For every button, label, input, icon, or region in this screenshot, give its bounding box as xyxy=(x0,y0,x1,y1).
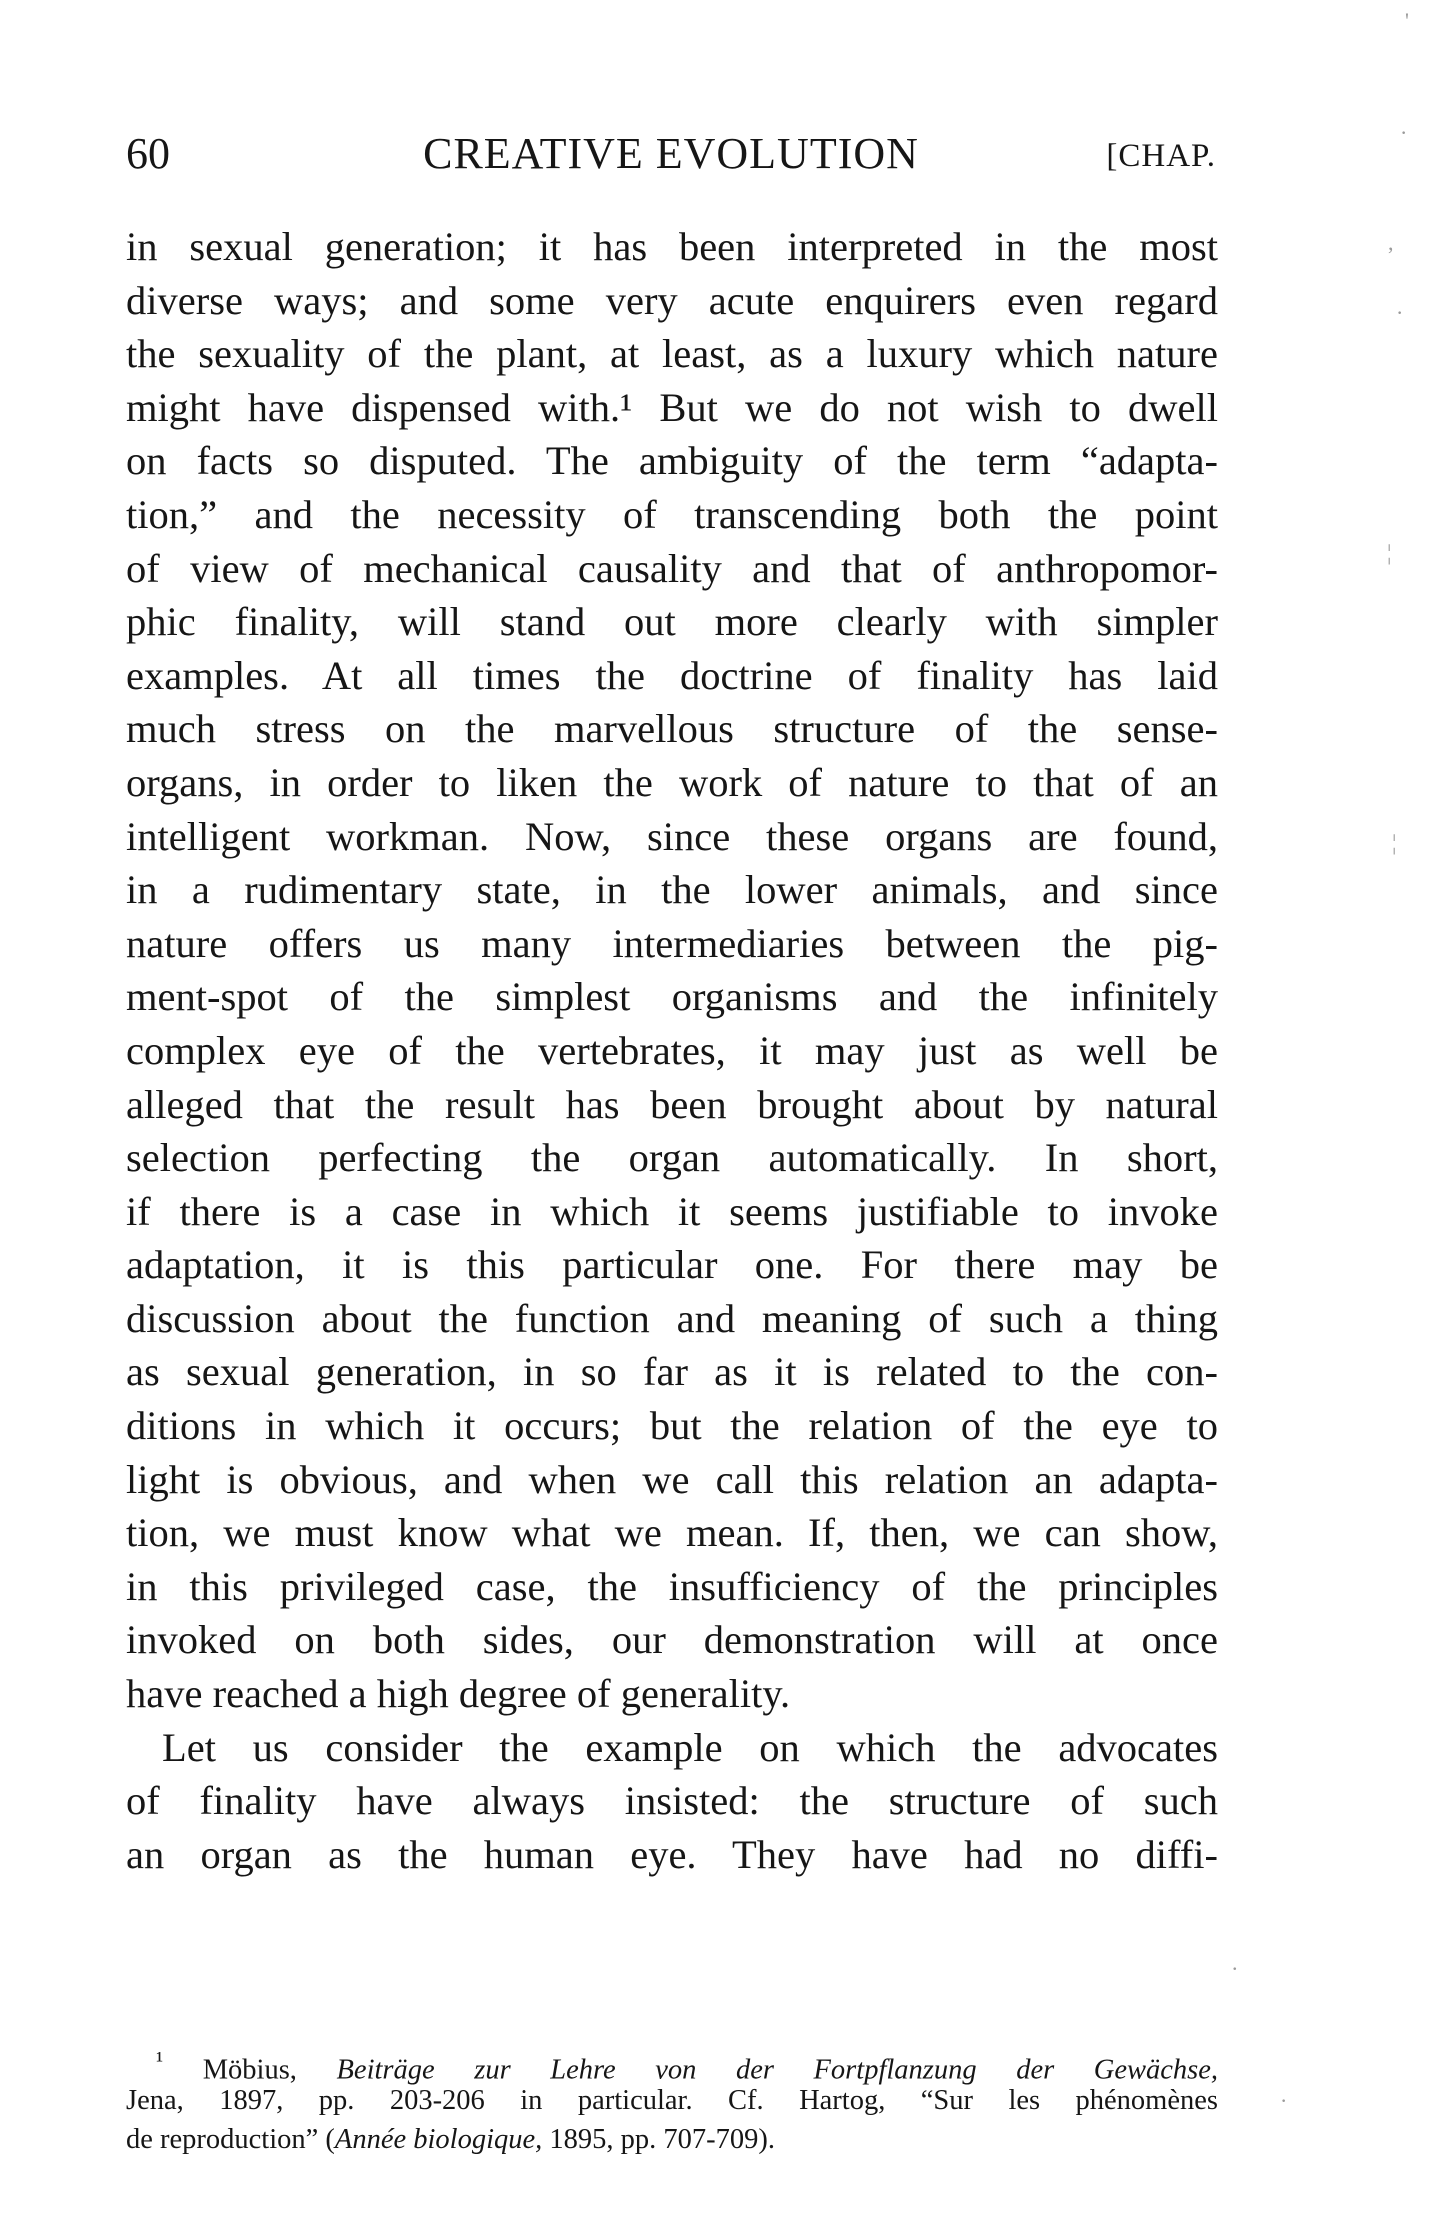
text-line: diverse ways; and some very acute enquirers even regard xyxy=(126,277,1218,323)
text-line: the sexuality of the plant, at least, as a luxury which nature xyxy=(126,331,1218,377)
footnote-journal: Année biologique, xyxy=(334,2124,543,2155)
text-line: of view of mechanical causality and that of anthropomor- xyxy=(126,545,1218,591)
text-line: tion,” and the necessity of transcending both the point xyxy=(126,491,1218,537)
text-line: on facts so disputed. The ambiguity of the term “adapta- xyxy=(126,438,1218,484)
footnote-line xyxy=(126,2120,1218,2159)
page-header xyxy=(126,128,1216,188)
text-line: alleged that the result has been brought about by natural xyxy=(126,1081,1218,1127)
footnote-text: 1895, pp. 707-709). xyxy=(542,2124,776,2155)
footnote-marker: ¹ xyxy=(156,2048,164,2074)
footnote-title: Beiträge zur Lehre von der Fortpflanzung der Gewächse, xyxy=(336,2054,1219,2086)
scan-speck: · xyxy=(1280,2088,1288,2113)
text-line: selection perfecting the organ automatically. In short, xyxy=(126,1135,1218,1181)
footnote-line xyxy=(126,2042,1219,2086)
text-line: nature offers us many intermediaries between the pig- xyxy=(126,920,1218,966)
scan-speck: ¦ xyxy=(1392,830,1397,855)
text-line: of finality have always insisted: the structure of such xyxy=(126,1778,1218,1824)
scan-speck: ¦ xyxy=(1387,540,1392,565)
scan-speck: · xyxy=(1396,300,1404,325)
text-line: if there is a case in which it seems justifiable to invoke xyxy=(126,1188,1218,1234)
text-line: much stress on the marvellous structure of the sense- xyxy=(126,706,1218,752)
text-line: might have dispensed with.¹ But we do not wish to dwell xyxy=(126,384,1218,430)
chapter-tag: [CHAP. xyxy=(1106,138,1216,174)
paragraph-end-line: have reached a high degree of generality. xyxy=(126,1671,791,1717)
text-line: light is obvious, and when we call this relation an adapta- xyxy=(126,1456,1218,1502)
text-line: ditions in which it occurs; but the relation of the eye to xyxy=(126,1403,1218,1449)
text-line: discussion about the function and meaning of such a thing xyxy=(126,1295,1218,1341)
footnote-line: Jena, 1897, pp. 203-206 in particular. Cf. Hartog, “Sur les phénomènes xyxy=(126,2085,1218,2116)
scan-speck: · xyxy=(1400,120,1408,145)
text-line: examples. At all times the doctrine of finality has laid xyxy=(126,652,1218,698)
text-line: invoked on both sides, our demonstration will at once xyxy=(126,1617,1218,1663)
running-title: CREATIVE EVOLUTION xyxy=(423,129,919,178)
text-line: in sexual generation; it has been interpreted in the most xyxy=(126,224,1218,269)
text-line: in a rudimentary state, in the lower animals, and since xyxy=(126,867,1218,913)
paragraph-start-line: Let us consider the example on which the advocates xyxy=(162,1724,1218,1770)
scan-speck: , xyxy=(1388,230,1394,255)
scan-speck: . xyxy=(1232,1950,1238,1975)
text-line: ment-spot of the simplest organisms and the infinitely xyxy=(126,974,1218,1020)
text-line: tion, we must know what we mean. If, then, we can show, xyxy=(126,1510,1218,1556)
footnote-text: de reproduction” ( xyxy=(126,2124,335,2155)
footnote-author: Möbius, xyxy=(202,2054,297,2086)
text-line: as sexual generation, in so far as it is related to the con- xyxy=(126,1349,1218,1395)
text-line: adaptation, it is this particular one. For there may be xyxy=(126,1242,1218,1288)
text-line: in this privileged case, the insufficiency of the principles xyxy=(126,1563,1218,1609)
scan-speck: ' xyxy=(1405,8,1409,33)
text-line: intelligent workman. Now, since these organs are found, xyxy=(126,813,1218,859)
text-line: phic finality, will stand out more clearly with simpler xyxy=(126,599,1218,645)
text-line: an organ as the human eye. They have had no diffi- xyxy=(126,1831,1218,1877)
text-line: organs, in order to liken the work of nature to that of an xyxy=(126,759,1218,805)
footnote xyxy=(126,2042,1218,2159)
page-number: 60 xyxy=(126,129,170,178)
body-text xyxy=(126,220,1218,1881)
text-line: complex eye of the vertebrates, it may just as well be xyxy=(126,1027,1218,1073)
